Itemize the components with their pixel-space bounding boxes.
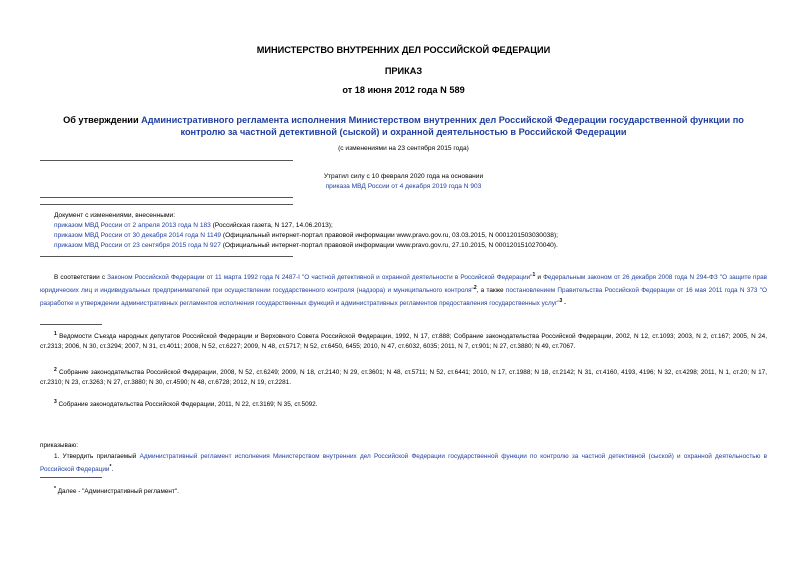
order-heading: ПРИКАЗ [384,66,423,76]
law-1992-link[interactable]: Законом Российской Федерации от 11 марта 1992 года N 2487-I "О частной детективной и охранной деятельности в Российской Федерации" [107,274,533,282]
changes-note: (с изменениями на 23 сентября 2015 года) [338,145,469,152]
resolution-373-link[interactable]: постановлением Правительства Российской Федерации от 16 мая 2011 года N 373 "О разработке и утверждении административных регламентов исполнения государственных функций и административных регламентов предоставления государственных услуг" [40,287,767,308]
footnote-ref[interactable]: 2 [473,285,477,292]
divider [40,197,293,198]
amendment-source: (Российская газета, N 127, 14.06.2013); [210,222,333,229]
footnote-1 [40,329,767,352]
amendment-link[interactable]: приказом МВД России от 2 апреля 2013 года N 183 [54,222,211,229]
footnote-ref[interactable]: 3 [559,298,563,305]
preamble-text: , а также [476,287,506,295]
ministry-heading: МИНИСТЕРСТВО ВНУТРЕННИХ ДЕЛ РОССИЙСКОЙ ФЕДЕРАЦИИ [256,45,551,55]
amendment-item [54,231,774,240]
footnote-mark: 2 [54,367,57,373]
footnote-text: Собрание законодательства Российской Федерации, 2008, N 52, ст.6249; 2009, N 18, ст.2140; N 29, ст.3601; N 48, ст.5711; N 52, ст.6441; 2010, N 17, ст.1988; N 18, ст.2142; N 31, ст.4160, 4193, 4196; N 32, ст.4298; 2011, N 1, ст.20; N 17, ст.2310; N 23, ст.3263; N 27, ст.3880; N 30, ст.4590; N 48, ст.6728; 2012, N 19, ст.2281. [40,369,767,387]
preamble-text: В соответствии с [54,274,108,282]
expired-note: Утратил силу с 10 февраля 2020 года на основании [323,173,484,180]
order-item-end: . [111,466,114,474]
amendment-item [54,241,774,250]
title-prefix: Об утверждении [63,115,142,125]
footnote-divider [40,324,102,325]
document-title [42,114,765,138]
order-command: приказываю: [40,442,78,449]
footnote-text: Собрание законодательства Российской Федерации, 2011, N 22, ст.3169; N 35, ст.5092. [56,401,318,409]
footnote-ref[interactable]: 1 [532,272,536,278]
amendments-block [54,211,774,250]
preamble-text: и [535,274,544,282]
amendment-link[interactable]: приказом МВД России от 23 сентября 2015 года N 927 [54,242,221,249]
footnote-text: Далее - "Административный регламент". [55,488,179,496]
amendment-source: (Официальный интернет-портал правовой информации www.pravo.gov.ru, 27.10.2015, N 0001201510270040). [220,242,558,249]
law-294fz-link[interactable]: Федеральным законом от 26 декабря 2008 года N 294-ФЗ "О защите прав юридических лиц и индивидуальных предпринимателей при осуществлении государственного контроля (надзора) и муниципального контроля" [40,274,768,295]
preamble-text: - [562,300,567,308]
footnote-ref[interactable]: * [109,464,112,470]
divider [40,256,293,257]
amendment-item [54,221,774,230]
footnote-divider [40,477,102,478]
amendments-intro: Документ с изменениями, внесенными: [54,212,176,219]
footnote-text: Ведомости Съезда народных депутатов Российской Федерации и Верховного Совета Российской Федерации, 1992, N 17, ст.888; Собрание законодательства Российской Федерации, 2002, N 12, ст.1093; 2003, N 2, ст.167; 2005, N 24, ст.2313; 2006, N 30, ст.3294; 2007, N 31, ст.4011; 2008, N 52, ст.6227; 2009, N 48, ст.5717; N 52, ст.6450, 6455; 2010, N 47, ст.6032, 6035; 2011, N 7, ст.901; N 27, ст.3880; N 49, ст.7067. [40,333,767,351]
preamble [40,270,767,309]
admin-regulation-link[interactable]: Административный регламент исполнения Министерством внутренних дел Российской Федерации государственной функции по контролю за частной детективной (сыской) и охранной деятельностью в Российской Федерации [40,453,767,474]
order-footnote [54,484,754,497]
footnote-3 [40,397,767,410]
amendment-source: (Официальный интернет-портал правовой информации www.pravo.gov.ru, 03.03.2015, N 0001201503030038); [221,232,559,239]
amendment-link[interactable]: приказом МВД России от 30 декабря 2014 года N 1149 [54,232,222,239]
footnote-2 [40,365,767,388]
expired-order-link[interactable]: приказа МВД России от 4 декабря 2019 года N 903 [325,183,482,190]
order-item-1 [40,452,767,475]
order-item-prefix: 1. Утвердить прилагаемый [54,453,140,460]
footnote-mark: 3 [54,399,57,405]
divider [40,204,293,205]
footnote-mark: 1 [54,331,57,337]
order-date: от 18 июня 2012 года N 589 [342,85,465,95]
footnote-mark: * [54,486,56,492]
divider [40,160,293,161]
regulation-title-link[interactable]: Административного регламента исполнения Министерством внутренних дел Российской Федерации государственной функции по контролю за частной детективной (сыской) и охранной деятельностью в Российской Федерации [141,115,744,137]
